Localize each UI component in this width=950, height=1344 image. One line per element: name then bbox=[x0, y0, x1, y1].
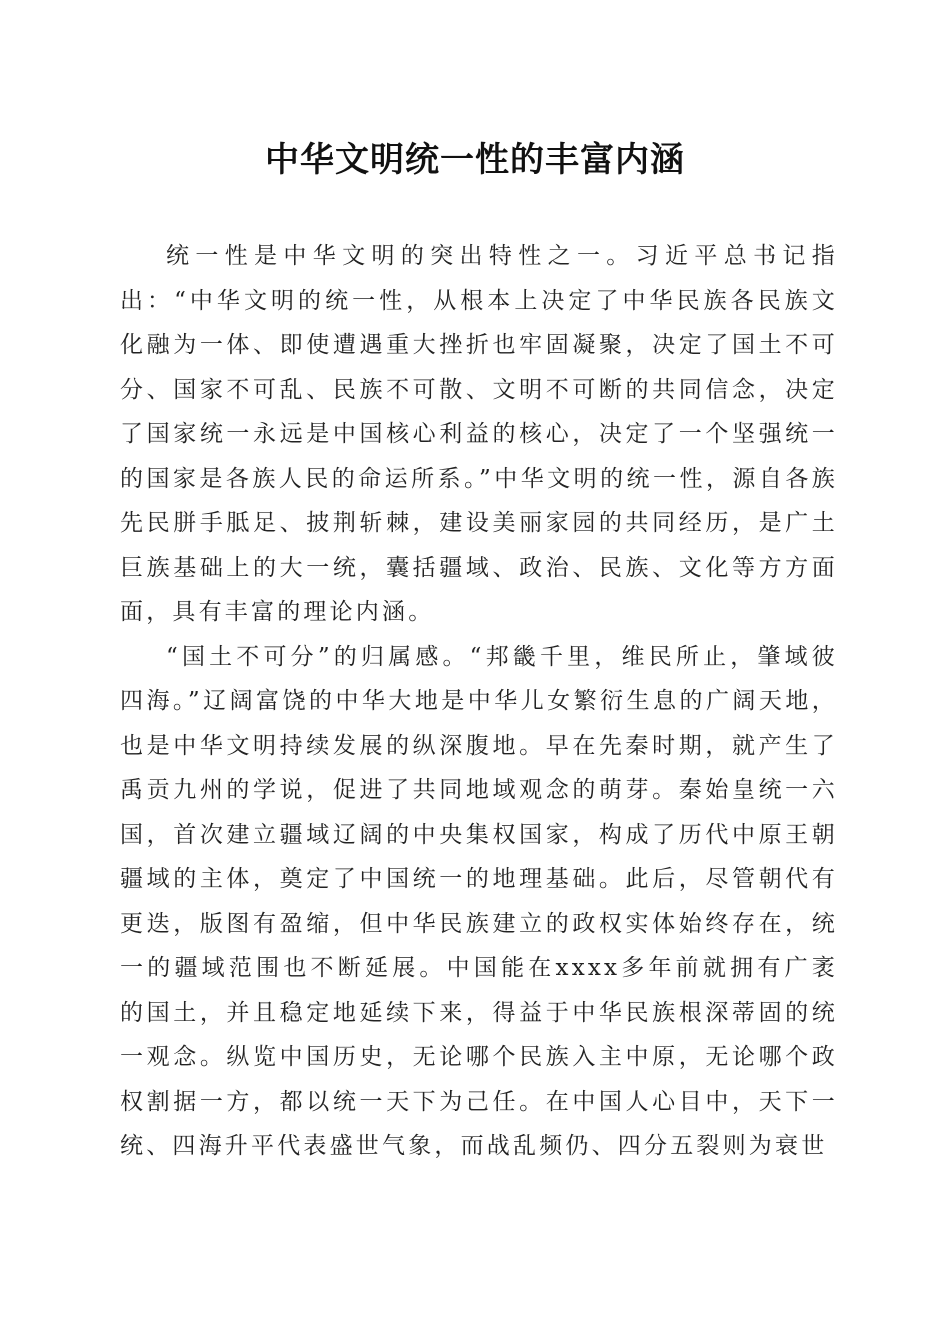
paragraph-intro: 统一性是中华文明的突出特性之一。习近平总书记指出：“中华文明的统一性，从根本上决定了中华民族各民族文化融为一体、即使遭遇重大挫折也牢固凝聚，决定了国土不可分、国家不可乱、民族不可散、文明不可断的共同信念，决定了国家统一永远是中国核心利益的核心，决定了一个坚强统一的国家是各族人民的命运所系。”中华文明的统一性，源自各族先民胼手胝足、披荆斩棘，建设美丽家园的共同经历，是广土巨族基础上的大一统，囊括疆域、政治、民族、文化等方方面面，具有丰富的理论内涵。 bbox=[120, 243, 838, 625]
paragraph-territory: “国土不可分”的归属感。“邦畿千里，维民所止，肇域彼四海。”辽阔富饶的中华大地是中华儿女繁衍生息的广阔天地，也是中华文明持续发展的纵深腹地。早在先秦时期，就产生了禹贡九州的学说，促进了共同地域观念的萌芽。秦始皇统一六国，首次建立疆域辽阔的中央集权国家，构成了历代中原王朝疆域的主体，奠定了中国统一的地理基础。此后，尽管朝代有更迭，版图有盈缩，但中华民族建立的政权实体始终存在，统一的疆域范围也不断延展。中国能在xxxx多年前就拥有广袤的国土，并且稳定地延续下来，得益于中华民族根深蒂固的统一观念。纵览中国历史，无论哪个民族入主中原，无论哪个政权割据一方，都以统一天下为己任。在中国人心目中，天下一统、四海升平代表盛世气象，而战乱频仍、四分五裂则为衰世 bbox=[120, 643, 838, 1159]
document-title: 中华文明统一性的丰富内涵 bbox=[265, 140, 685, 180]
document-body bbox=[120, 234, 838, 1169]
